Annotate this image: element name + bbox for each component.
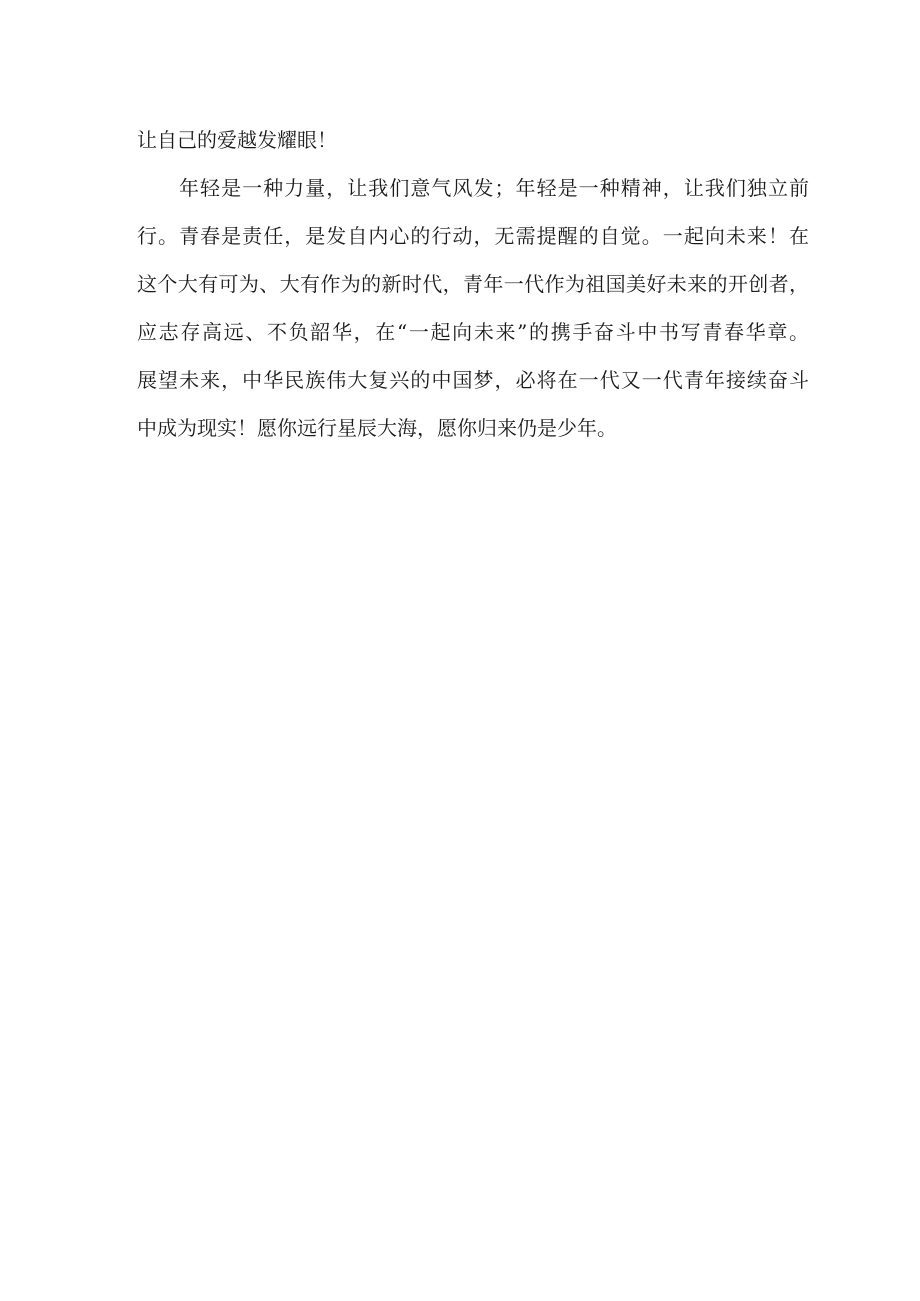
text-line-3: 行。青春是责任，是发自内心的行动，无需提醒的自觉。一起向未来！在 — [137, 224, 809, 248]
text-line-5: 应志存高远、不负韶华，在“一起向未来”的携手奋斗中书写青春华章。 — [137, 320, 809, 344]
body-text — [137, 124, 809, 460]
text-line-4: 这个大有可为、大有作为的新时代，青年一代作为祖国美好未来的开创者， — [137, 272, 809, 296]
text-line-7: 中成为现实！愿你远行星辰大海，愿你归来仍是少年。 — [137, 416, 617, 440]
text-line-2: 年轻是一种力量，让我们意气风发；年轻是一种精神，让我们独立前 — [179, 176, 809, 200]
text-line-6: 展望未来，中华民族伟大复兴的中国梦，必将在一代又一代青年接续奋斗 — [137, 368, 809, 392]
text-line-1: 让自己的爱越发耀眼！ — [137, 128, 337, 152]
